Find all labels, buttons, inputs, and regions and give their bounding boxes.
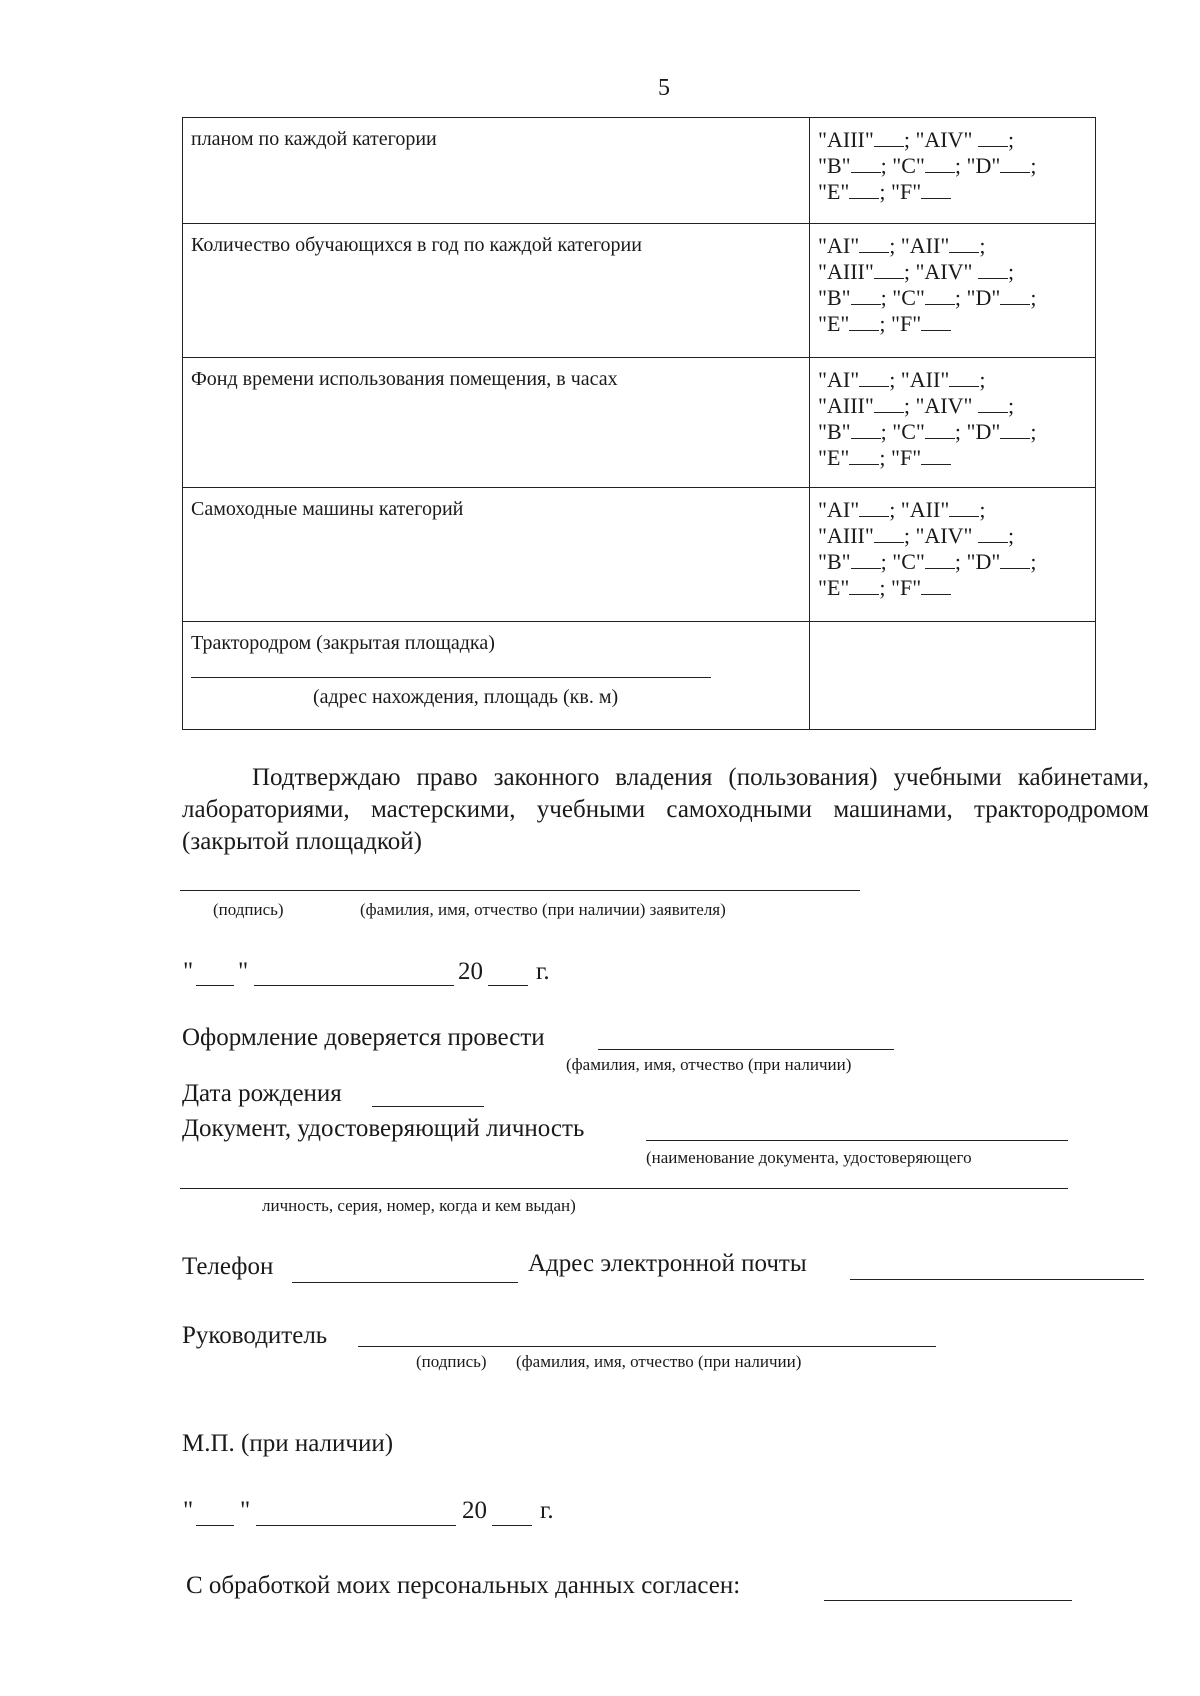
date2-year-suffix: г. [540,1497,554,1524]
entrusted-name-line[interactable] [598,1049,894,1050]
director-signature-caption: (подпись) [416,1352,487,1371]
identity-doc-label: Документ, удостоверяющий личность [182,1115,585,1142]
category-values: "AI" ; "AII" ; "AIII" ; "AIV" ; "B" ; "C" ; "D" ; "E" ; "F" [810,488,1096,622]
stamp-label: М.П. (при наличии) [182,1430,394,1457]
table-row [183,358,1096,488]
empty-cell [810,622,1096,730]
categories-table [182,117,1096,730]
date2-day-blank[interactable] [196,1525,234,1526]
date-year-suffix: г. [536,958,550,985]
identity-doc-caption-1: (наименование документа, удостоверяющего [646,1148,972,1167]
date2-month-blank[interactable] [256,1525,456,1526]
confirm-paragraph: Подтверждаю право законного владения (пользования) учебными кабинетами, лабораториями, мастерскими, учебными самоходными машинами, трактородромом (закрытой площадкой) [182,764,1149,855]
date-year-prefix: 20 [458,958,483,985]
table-row [183,118,1096,224]
entrusted-label: Оформление доверяется провести [182,1024,545,1051]
email-line[interactable] [850,1279,1144,1280]
date-year-blank[interactable] [488,985,528,986]
table-row [183,488,1096,622]
date-quote-close: " [238,958,249,985]
identity-doc-caption-2: личность, серия, номер, когда и кем выдан) [262,1196,576,1215]
director-label: Руководитель [182,1322,328,1349]
date2-year-prefix: 20 [462,1497,487,1524]
row-label: планом по каждой категории [183,118,810,224]
signature-caption: (подпись) [213,900,284,919]
date2-year-blank[interactable] [492,1525,532,1526]
category-values: "AI" ; "AII" ; "AIII" ; "AIV" ; "B" ; "C" ; "D" ; "E" ; "F" [810,224,1096,358]
entrusted-caption: (фамилия, имя, отчество (при наличии) [566,1055,852,1074]
date-day-blank[interactable] [196,985,234,986]
row-label: Трактородром (закрытая площадка) [191,632,495,654]
row-label: Количество обучающихся в год по каждой категории [183,224,810,358]
table-row [183,224,1096,358]
director-name-caption: (фамилия, имя, отчество (при наличии) [516,1352,802,1371]
date-quote-open: " [183,958,194,985]
phone-label: Телефон [182,1253,274,1280]
row-label: Самоходные машины категорий [183,488,810,622]
table-row [183,622,1096,730]
email-label: Адрес электронной почты [528,1250,807,1277]
identity-doc-line-2[interactable] [180,1188,1068,1189]
birth-date-line[interactable] [372,1106,484,1107]
consent-signature-line[interactable] [824,1600,1072,1601]
page-number: 5 [658,75,670,101]
identity-doc-line[interactable] [646,1140,1068,1141]
tractor-cell [183,622,810,730]
row-label: Фонд времени использования помещения, в часах [183,358,810,488]
phone-line[interactable] [292,1282,518,1283]
birth-date-label: Дата рождения [182,1080,342,1107]
date2-quote-open: " [183,1497,194,1524]
director-line[interactable] [358,1346,936,1347]
consent-label: С обработкой моих персональных данных согласен: [186,1572,741,1599]
address-caption: (адрес нахождения, площадь (кв. м) [313,686,619,708]
date-month-blank[interactable] [254,985,454,986]
address-blank-line [191,659,711,678]
applicant-name-caption: (фамилия, имя, отчество (при наличии) заявителя) [360,900,726,919]
category-values: "AIII" ; "AIV" ; "B" ; "C" ; "D" ; "E" ; "F" [810,118,1096,224]
applicant-signature-line[interactable] [180,890,860,891]
category-values: "AI" ; "AII" ; "AIII" ; "AIV" ; "B" ; "C" ; "D" ; "E" ; "F" [810,358,1096,488]
date2-quote-close: " [240,1497,251,1524]
